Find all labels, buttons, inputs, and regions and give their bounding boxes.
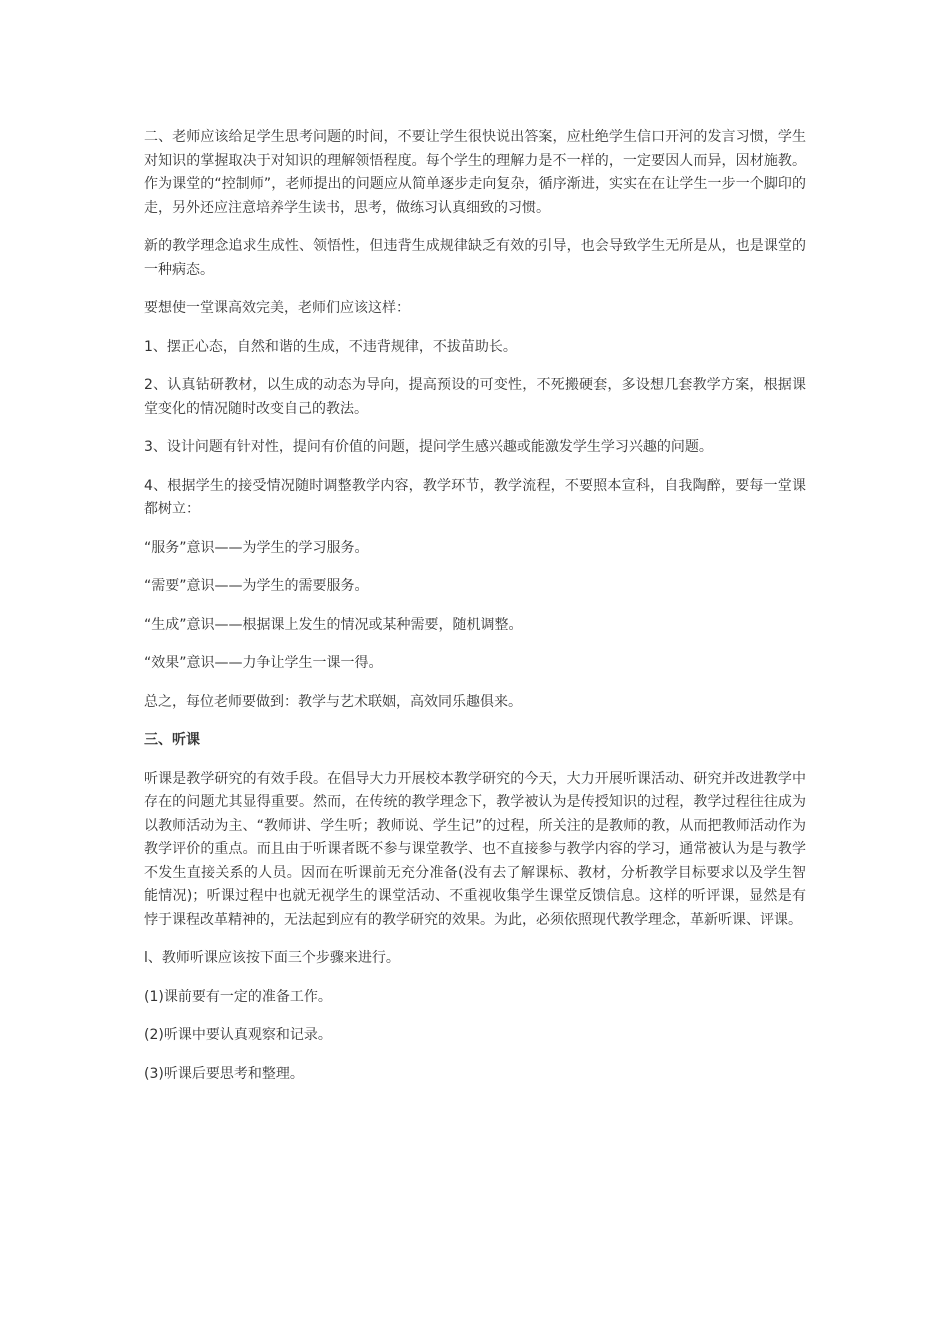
list-item-1: 1、摆正心态，自然和谐的生成，不违背规律，不拔苗助长。 (144, 338, 517, 355)
paragraph-teacher-time: 二、老师应该给足学生思考问题的时间，不要让学生很快说出答案，应杜绝学生信口开河的发言习惯，学生对知识的掌握取决于对知识的理解领悟程度。每个学生的理解力是不一样的，一定要因人而异，因材施教。作为课堂的“控制师”，老师提出的问题应从简单逐步走向复杂，循序渐进，实实在在让学生一步一个脚印的走，另外还应注意培养学生读书，思考，做练习认真细致的习惯。 (144, 129, 806, 216)
paragraph-new-concept: 新的教学理念追求生成性、领悟性，但违背生成规律缺乏有效的引导，也会导致学生无所是从，也是课堂的一种病态。 (144, 238, 806, 278)
list-item-3: 3、设计问题有针对性，提问有价值的问题，提问学生感兴趣或能激发学生学习兴趣的问题。 (144, 439, 713, 455)
step-1: (1)课前要有一定的准备工作。 (144, 988, 332, 1005)
step-2: (2)听课中要认真观察和记录。 (144, 1027, 332, 1043)
step-3: (3)听课后要思考和整理。 (144, 1065, 304, 1082)
section-heading-listening: 三、听课 (144, 732, 200, 748)
awareness-need: “需要”意识——为学生的需要服务。 (144, 578, 369, 594)
awareness-service: “服务”意识——为学生的学习服务。 (144, 539, 369, 556)
paragraph-listening-steps: l、教师听课应该按下面三个步骤来进行。 (144, 950, 400, 966)
paragraph-listening-body: 听课是教学研究的有效手段。在倡导大力开展校本教学研究的今天，大力开展听课活动、研究并改进教学中存在的问题尤其显得重要。然而，在传统的教学理念下，教学被认为是传授知识的过程，教学过程往往成为以教师活动为主、“教师讲、学生听；教师说、学生记”的过程，所关注的是教师的教，从而把教师活动作为教学评价的重点。而且由于听课者既不参与课堂教学、也不直接参与教学内容的学习，通常被认为是与教学不发生直接关系的人员。因而在听课前无充分准备(没有去了解课标、教材，分析教学目标要求以及学生智能情况)；听课过程中也就无视学生的课堂活动、不重视收集学生课堂反馈信息。这样的听评课，显然是有悖于课程改革精神的，无法起到应有的教学研究的效果。为此，必须依照现代教学理念，革新听课、评课。 (144, 770, 806, 928)
list-item-2: 2、认真钻研教材，以生成的动态为导向，提高预设的可变性，不死搬硬套，多设想几套教学方案，根据课堂变化的情况随时改变自己的教法。 (144, 377, 806, 417)
awareness-generation: “生成”意识——根据课上发生的情况或某种需要，随机调整。 (144, 616, 523, 633)
awareness-effect: “效果”意识——力争让学生一课一得。 (144, 655, 383, 671)
paragraph-summary: 总之，每位老师要做到：教学与艺术联姻，高效同乐趣俱来。 (144, 693, 522, 710)
list-item-4: 4、根据学生的接受情况随时调整教学内容，教学环节，教学流程，不要照本宣科，自我陶醉，要每一堂课都树立： (144, 477, 806, 517)
paragraph-efficient-lesson-intro: 要想使一堂课高效完美，老师们应该这样： (144, 300, 410, 316)
document-body (144, 126, 806, 1101)
